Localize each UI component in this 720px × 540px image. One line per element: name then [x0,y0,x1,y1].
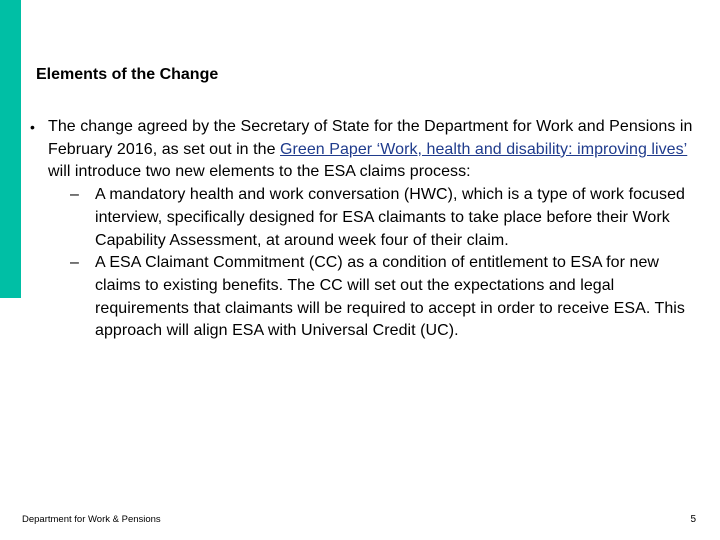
sub-bullet-list [30,184,690,343]
accent-bar [0,0,21,298]
bullet-text-before-link: The change agreed by the Secretary of State for the Department for Work and Pensions in February 2016, as set out in the [48,118,693,158]
footer-organisation: Department for Work & Pensions [22,514,161,525]
dash-icon: – [70,254,79,272]
green-paper-link[interactable]: Green Paper ‘Work, health and disability: improving lives’ [280,140,688,158]
dash-icon: – [70,186,79,204]
sub-bullet-text: A ESA Claimant Commitment (CC) as a condition of entitlement to ESA for new claims to existing benefits. The CC will set out the expectations and legal requirements that claimants will be required to accept in order to receive ESA. This approach will align ESA with Universal Credit (UC). [95,254,685,340]
main-bullet [30,116,693,184]
main-bullet-text [48,116,693,184]
bullet-dot-icon: • [30,119,35,135]
sub-bullet-cc [30,252,685,343]
bullet-text-after-link: will introduce two new elements to the ESA claims process: [48,163,471,181]
sub-bullet-hwc [30,184,685,252]
sub-bullet-text: A mandatory health and work conversation (HWC), which is a type of work focused interview, specifically designed for ESA claimants to take place before their Work Capability Assessment, at around week four of their claim. [95,186,685,249]
page-number: 5 [690,514,696,525]
slide-content [30,116,693,343]
slide-title: Elements of the Change [36,66,219,83]
